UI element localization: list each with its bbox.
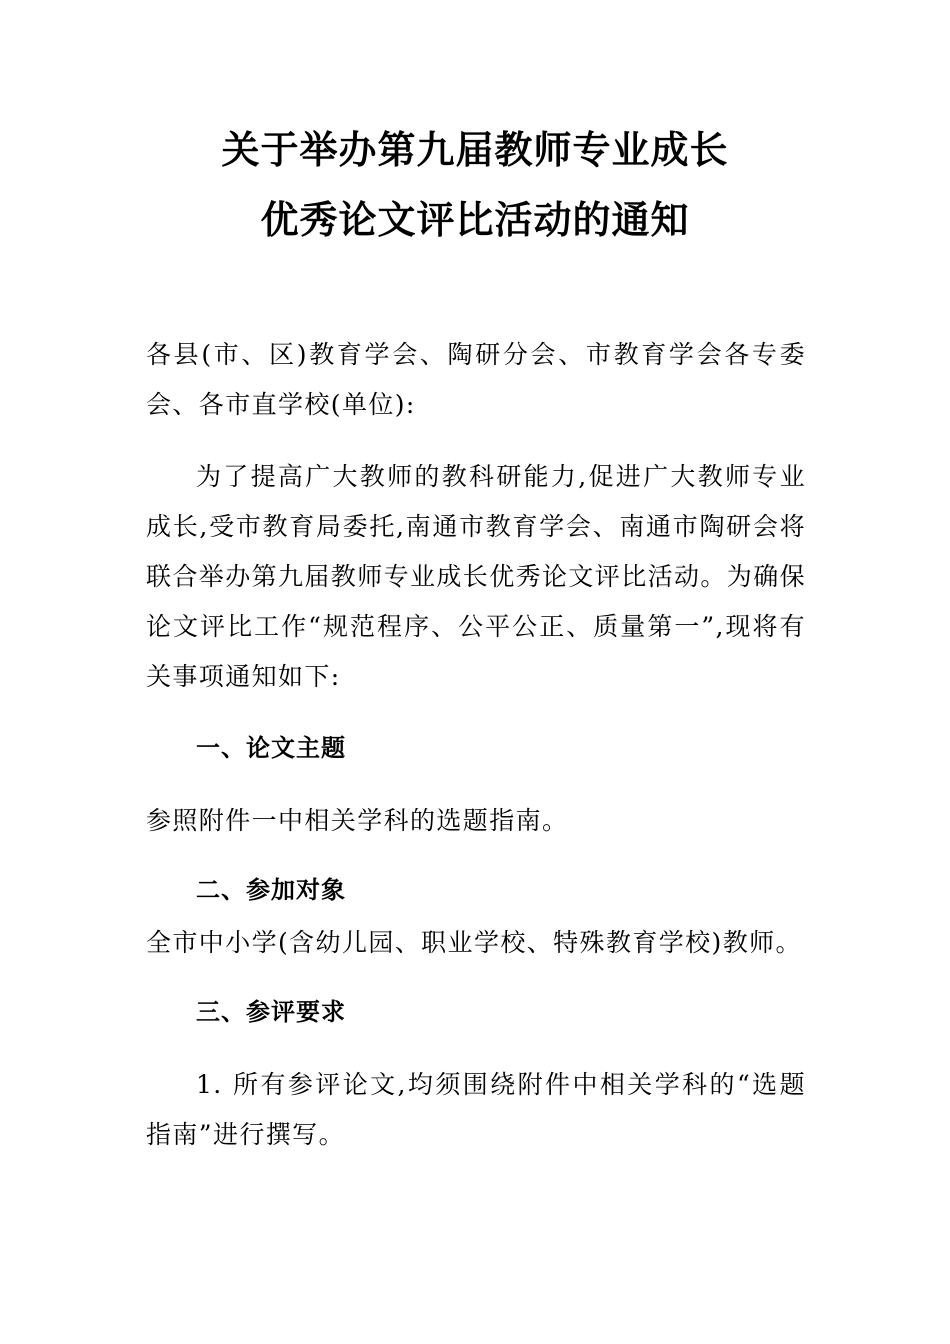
section-heading-1: 一、论文主题 [196,734,346,762]
section-heading-2: 二、参加对象 [196,876,346,904]
section-body-1: 参照附件一中相关学科的选题指南。 [146,806,569,835]
section-heading-3: 三、参评要求 [196,998,346,1026]
salutation: 各县(市、区)教育学会、陶研分会、市教育学会各专委会、各市直学校(单位): [146,340,806,419]
intro-paragraph: 为了提高广大教师的教科研能力,促进广大教师专业成长,受市教育局委托,南通市教育学会、南通市陶研会将联合举办第九届教师专业成长优秀论文评比活动。为确保论文评比工作“规范程序、公平公正、质量第一”,现将有关事项通知如下: [146,462,807,691]
document-title-line1: 关于举办第九届教师专业成长 [221,128,729,172]
section-body-3: 1. 所有参评论文,均须围绕附件中相关学科的“选题指南”进行撰写。 [146,1070,806,1149]
document-title-line2: 优秀论文评比活动的通知 [260,198,690,242]
section-body-2: 全市中小学(含幼儿园、职业学校、特殊教育学校)教师。 [146,928,802,957]
